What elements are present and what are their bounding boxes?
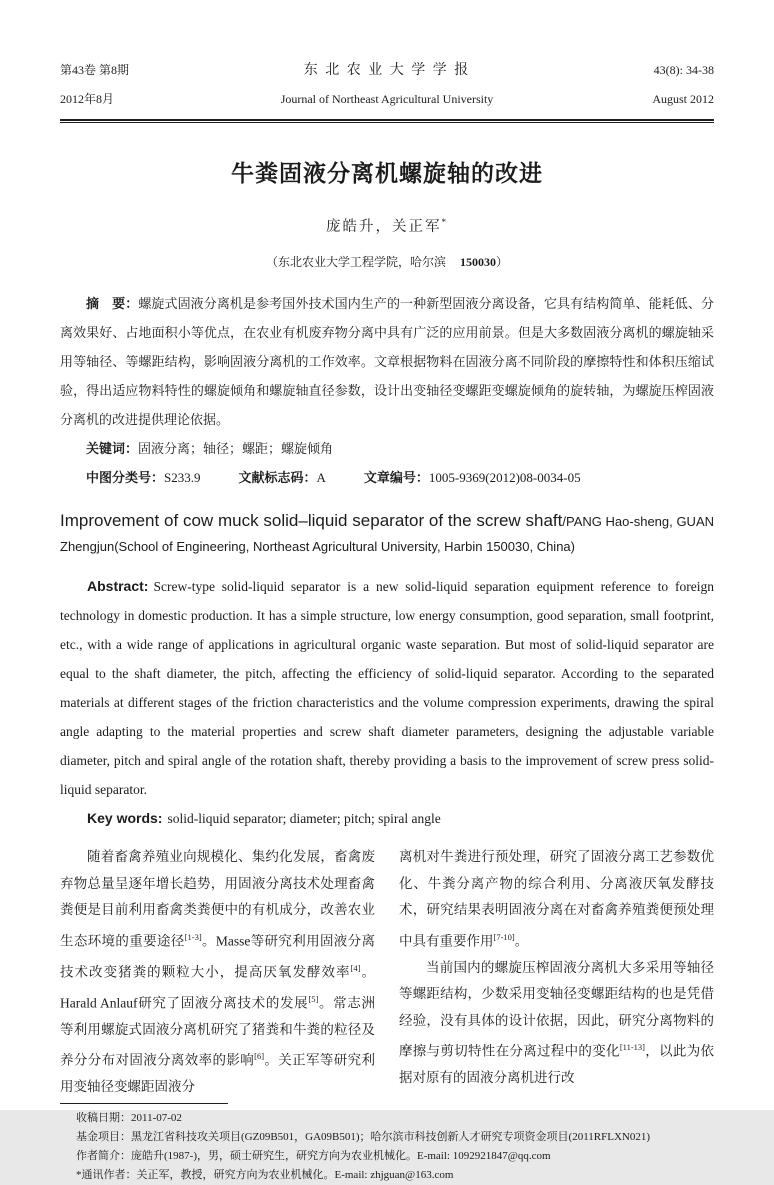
document-code: 文献标志码：A [238, 470, 326, 485]
body-paragraph-current-state: 当前国内的螺旋压榨固液分离机大多采用等轴径等螺距结构，少数采用变轴径变螺距结构的也是凭借经验，没有具体的设计依据，因此，研究分离物料的摩擦与剪切特性在分离过程中的变化[11-13]，以此为依据对原有的固液分离机进行改 [399, 959, 715, 1085]
abstract-en-label: Abstract: [87, 578, 149, 594]
body-paragraph-continued: 离机对牛粪进行预处理，研究了固液分离工艺参数优化、牛粪分离产物的综合利用、分离液厌氧发酵技术，研究结果表明固液分离在对畜禽养殖粪便预处理中具有重要作用[7-10]。 [399, 849, 714, 948]
journal-header [60, 56, 714, 123]
journal-name-cn: 东 北 农 业 大 学 学 报 [303, 63, 471, 78]
corresponding-author-mark: * [441, 217, 448, 228]
classification-line [60, 463, 714, 492]
affiliation-text: （东北农业大学工程学院，哈尔滨 [265, 255, 446, 269]
keywords-cn-label: 关键词： [86, 441, 139, 456]
footnote-received-date: 收稿日期：2011-07-02 [76, 1111, 182, 1124]
keywords-en-label: Key words: [87, 810, 163, 826]
paper-title-en-block [60, 508, 714, 559]
body-two-columns [60, 844, 714, 1101]
footnote-block [60, 1103, 714, 1185]
volume-issue-cn: 第43卷 第8期 [60, 63, 130, 77]
keywords-en-text: solid-liquid separator; diameter; pitch; spiral angle [167, 811, 441, 826]
abstract-cn-text: 螺旋式固液分离机是参考国外技术国内生产的一种新型固液分离设备，它具有结构简单、能耗低、分离效果好、占地面积小等优点，在农业有机废弃物分离中具有广泛的应用前景。但是大多数固液分离机的螺旋轴采用等轴径、等螺距结构，影响固液分离机的工作效率。文章根据物料在固液分离不同阶段的摩擦特性和体积压缩试验，得出适应物料特性的螺旋倾角和螺旋轴直径参数，设计出变轴径变螺距变螺旋倾角的旋转轴，为螺旋压榨固液分离机的改进提供理论依据。 [60, 296, 714, 427]
journal-name-en: Journal of Northeast Agricultural University [280, 92, 494, 106]
footnote-author-bio: 作者简介：庞皓升(1987-)，男，硕士研究生，研究方向为农业机械化。E-mail: 1092921847@qq.com [76, 1149, 551, 1162]
authors-line [60, 215, 714, 236]
affiliation-postcode: 150030 [460, 255, 496, 269]
keywords-cn-text: 固液分离；轴径；螺距；螺旋倾角 [138, 441, 334, 456]
footnote-divider-rule [60, 1103, 228, 1104]
affiliation-line [60, 253, 714, 270]
footnote-funding: 基金项目：黑龙江省科技攻关项目(GZ09B501，GA09B501)；哈尔滨市科技创新人才研究专项资金项目(2011RFLXN021) [76, 1130, 651, 1143]
pages-reference: 43(8): 34-38 [653, 63, 714, 77]
issue-date-en: August 2012 [652, 92, 714, 106]
abstract-en-text: Screw-type solid-liquid separator is a new solid-liquid separation equipment reference to foreign technology in domestic production. It has a simple structure, low energy consumption, good separation, small footprint, etc., with a wide range of applications in agricultural organic waste separation. But most of solid-liquid separator are equal to the shaft diameter, the pitch, affecting the efficiency of solid-liquid separator. According to the separated materials at different stages of the friction characteristics and the volume compression experiments, drawing the spiral angle adapting to the material properties and screw shaft diameter parameters, designing the adjustable variable diameter, pitch and spiral angle of the rotation shaft, thereby providing a basis to the improvement of screw press solid-liquid separator. [60, 579, 714, 797]
body-paragraph-intro: 随着畜禽养殖业向规模化、集约化发展，畜禽废弃物总量呈逐年增长趋势，用固液分离技术处理畜禽粪便是目前利用畜禽类粪便中的有机成分，改善农业生态环境的重要途径[1-3]。Masse等研究利用固液分离技术改变猪粪的颗粒大小，提高厌氧发酵效率[4]。Harald Anlauf研究了固液分离技术的发展[5]。常志洲等利用螺旋式固液分离机研究了猪粪和牛粪的粒径及养分分布对固液分离效率的影响[6]。关正军等研究利用变轴径变螺距固液分 [60, 849, 376, 1094]
keywords-cn [60, 434, 714, 463]
affiliation-close: ） [496, 255, 509, 269]
body-left-column [60, 844, 375, 1101]
abstract-en [60, 572, 714, 804]
abstract-cn [60, 289, 714, 434]
header-divider-rule [60, 119, 714, 123]
footnote-corresponding-author: *通讯作者：关正军，教授，研究方向为农业机械化。E-mail: zhjguan@163.com [76, 1168, 454, 1181]
keywords-en [60, 804, 714, 833]
body-right-column [399, 844, 714, 1101]
journal-header-row-1 [60, 56, 714, 85]
journal-header-row-2 [60, 85, 714, 113]
issue-date-cn: 2012年8月 [60, 92, 115, 106]
article-id: 文章编号：1005-9369(2012)08-0034-05 [363, 470, 581, 485]
author-names: 庞皓升，关正军 [326, 219, 442, 235]
abstract-cn-label: 摘 要： [86, 296, 139, 311]
paper-title-en: Improvement of cow muck solid–liquid separator of the screw shaft [60, 511, 563, 530]
clc-number: 中图分类号：S233.9 [86, 470, 201, 485]
authors-affiliation-en: /PANG Hao-sheng, GUAN Zhengjun(School of Engineering, Northeast Agricultural University, Harbin 150030, China) [60, 514, 714, 554]
paper-title-cn: 牛粪固液分离机螺旋轴的改进 [231, 160, 543, 186]
